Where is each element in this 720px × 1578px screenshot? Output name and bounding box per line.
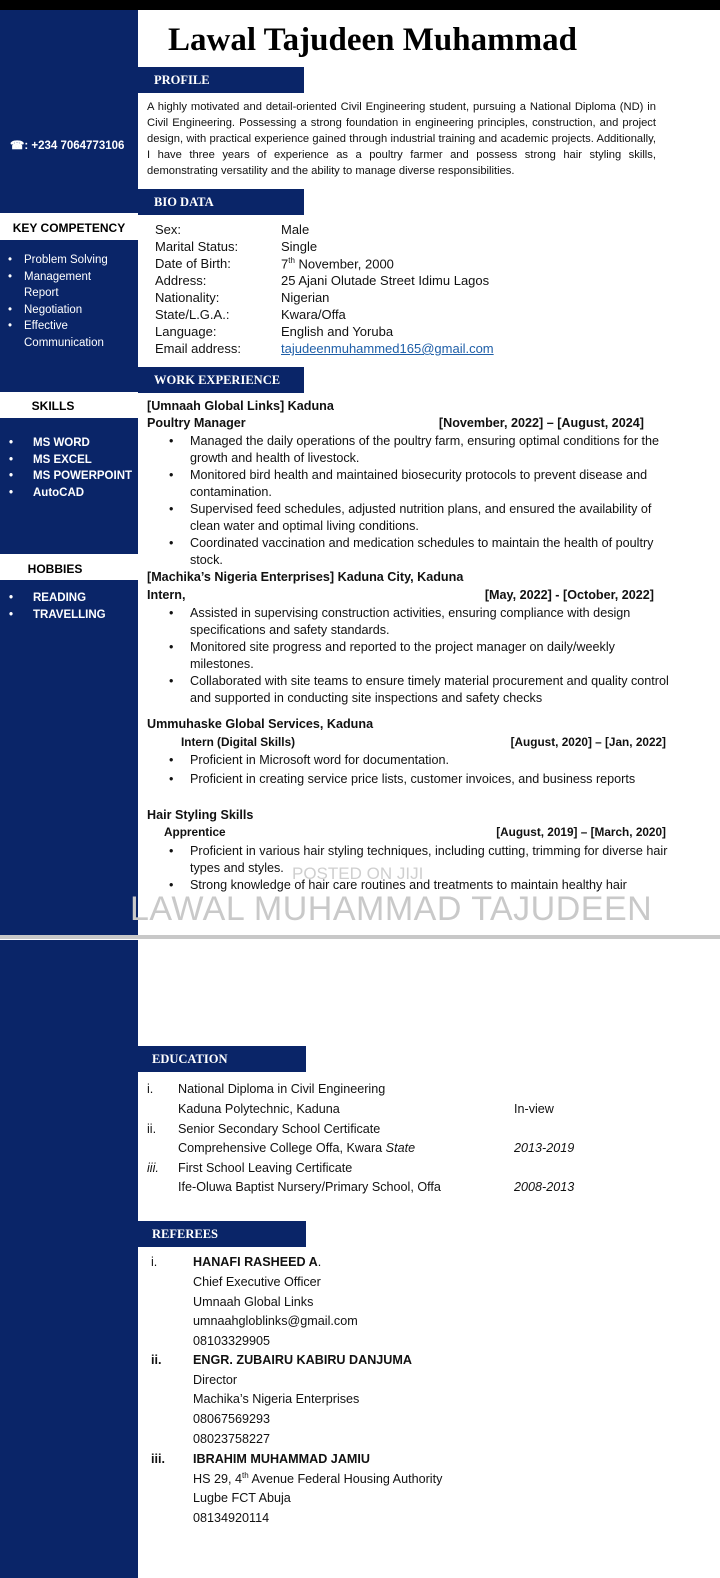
list-item: • Managed the daily operations of the poultry farm, ensuring optimal conditions for the growth and health of livestock. bbox=[147, 433, 672, 467]
job-company: Ummuhaske Global Services, Kaduna bbox=[147, 717, 374, 731]
edu-year: 2008-2013 bbox=[514, 1180, 575, 1194]
referee-number: ii. bbox=[151, 1353, 162, 1367]
edu-year: In-view bbox=[514, 1102, 554, 1116]
sidebar-block-contact bbox=[0, 10, 138, 213]
bio-label: Language: bbox=[155, 324, 217, 339]
job-duties bbox=[147, 433, 672, 569]
bio-label: Marital Status: bbox=[155, 239, 239, 254]
bio-value: Male bbox=[281, 222, 310, 237]
list-item: • Proficient in various hair styling techniques, including cutting, trimming for diverse hair types and styles. bbox=[147, 843, 672, 877]
job-dates: [August, 2020] – [Jan, 2022] bbox=[510, 735, 666, 749]
referee-detail: 08023758227 bbox=[193, 1432, 271, 1446]
list-item: • Proficient in Microsoft word for documentation. bbox=[147, 752, 672, 769]
referee-detail: 08103329905 bbox=[193, 1334, 271, 1348]
job-role: Apprentice bbox=[164, 825, 226, 839]
bio-label: Email address: bbox=[155, 341, 241, 356]
referee-name: HANAFI RASHEED A. bbox=[193, 1255, 322, 1269]
list-item: • Effective Communication bbox=[0, 318, 118, 351]
job-company: [Machika’s Nigeria Enterprises] Kaduna City, Kaduna bbox=[147, 570, 464, 584]
bio-value: English and Yoruba bbox=[281, 324, 394, 339]
email-link[interactable]: tajudeenmuhammed165@gmail.com bbox=[281, 341, 494, 356]
sidebar-block-hobbies bbox=[0, 580, 138, 936]
edu-title: Senior Secondary School Certificate bbox=[178, 1122, 381, 1136]
bio-value: Nigerian bbox=[281, 290, 330, 305]
bio-value: 7th November, 2000 bbox=[281, 256, 394, 272]
list-item: • TRAVELLING bbox=[0, 607, 138, 624]
list-item: • Monitored site progress and reported to the project manager on daily/weekly milestones. bbox=[147, 639, 672, 673]
bio-label: Address: bbox=[155, 273, 207, 288]
bio-value: Kwara/Offa bbox=[281, 307, 346, 322]
bio-data-heading: BIO DATA bbox=[138, 189, 304, 215]
sidebar-block-page2 bbox=[0, 940, 138, 1578]
job-dates: [May, 2022] - [October, 2022] bbox=[484, 588, 654, 602]
job-company: [Umnaah Global Links] Kaduna bbox=[147, 399, 334, 413]
skills-list bbox=[0, 435, 138, 501]
job-duties bbox=[147, 605, 672, 707]
hobbies-list bbox=[0, 590, 138, 623]
referee-detail: Umnaah Global Links bbox=[193, 1295, 314, 1309]
edu-title: First School Leaving Certificate bbox=[178, 1161, 353, 1175]
edu-number: ii. bbox=[147, 1122, 157, 1136]
list-item: • Monitored bird health and maintained biosecurity protocols to prevent disease and contamination. bbox=[147, 467, 672, 501]
list-item: • Problem Solving bbox=[0, 252, 118, 269]
key-competency-heading: KEY COMPETENCY bbox=[12, 221, 126, 235]
job-role: Poultry Manager bbox=[147, 416, 246, 430]
key-competency-list bbox=[0, 252, 118, 351]
edu-year: 2013-2019 bbox=[514, 1141, 575, 1155]
profile-summary: A highly motivated and detail-oriented Civil Engineering student, pursuing a National Diploma (ND) in Civil Engineering. Possessing a strong foundation in engineering principles, construction, and project design, with practical experience gained through industrial training and academic projects. Additionally, I have three years of experience as a poultry farmer and possess strong hair styling skills, demonstrating versatility and the ability to manage diverse responsibilities. bbox=[147, 101, 656, 177]
list-item: • Management Report bbox=[0, 269, 118, 302]
job-dates: [November, 2022] – [August, 2024] bbox=[438, 416, 644, 430]
list-item: • Negotiation bbox=[0, 302, 118, 319]
job-dates: [August, 2019] – [March, 2020] bbox=[496, 825, 666, 839]
referee-detail: 08067569293 bbox=[193, 1412, 271, 1426]
referee-detail: Machika’s Nigeria Enterprises bbox=[193, 1392, 360, 1406]
bio-value: 25 Ajani Olutade Street Idimu Lagos bbox=[281, 273, 490, 288]
skills-heading: SKILLS bbox=[31, 399, 75, 413]
referee-name: IBRAHIM MUHAMMAD JAMIU bbox=[193, 1452, 370, 1466]
education-heading: EDUCATION bbox=[138, 1046, 306, 1072]
top-border bbox=[0, 0, 720, 10]
list-item: • Assisted in supervising construction activities, ensuring compliance with design specifications and safety standards. bbox=[147, 605, 672, 639]
bio-label: Date of Birth: bbox=[155, 256, 231, 271]
phone-number: ☎: +234 7064773106 bbox=[10, 140, 125, 152]
referee-detail: Chief Executive Officer bbox=[193, 1275, 321, 1289]
name-watermark: LAWAL MUHAMMAD TAJUDEEN bbox=[130, 890, 653, 928]
job-duties bbox=[147, 752, 672, 788]
list-item: • Strong knowledge of hair care routines and treatments to maintain healthy hair bbox=[147, 877, 672, 894]
list-item: • Collaborated with site teams to ensure timely material procurement and quality control and supported in conducting site inspections and safety checks bbox=[147, 673, 672, 707]
list-item: • Coordinated vaccination and medication schedules to maintain the health of poultry stock. bbox=[147, 535, 672, 569]
list-item: • Supervised feed schedules, adjusted nutrition plans, and ensured the availability of clean water and optimal living conditions. bbox=[147, 501, 672, 535]
profile-heading: PROFILE bbox=[138, 67, 304, 93]
bio-label: Nationality: bbox=[155, 290, 220, 305]
edu-school: Kaduna Polytechnic, Kaduna bbox=[178, 1102, 340, 1116]
list-item: • MS POWERPOINT bbox=[0, 468, 138, 485]
resume-name: Lawal Tajudeen Muhammad bbox=[168, 22, 577, 58]
job-role: Intern, bbox=[147, 588, 186, 602]
job-role: Intern (Digital Skills) bbox=[181, 735, 296, 749]
job-company: Hair Styling Skills bbox=[147, 808, 254, 822]
referee-number: i. bbox=[151, 1255, 158, 1269]
referee-number: iii. bbox=[151, 1452, 165, 1466]
edu-number: i. bbox=[147, 1082, 154, 1096]
page-divider bbox=[0, 935, 720, 939]
list-item: • MS EXCEL bbox=[0, 452, 138, 469]
list-item: • MS WORD bbox=[0, 435, 138, 452]
edu-school: Ife-Oluwa Baptist Nursery/Primary School, Offa bbox=[178, 1180, 441, 1194]
bio-label: State/L.G.A.: bbox=[155, 307, 230, 322]
list-item: • Proficient in creating service price lists, customer invoices, and business reports bbox=[147, 771, 672, 788]
edu-school: Comprehensive College Offa, Kwara State bbox=[178, 1141, 416, 1155]
referee-detail: HS 29, 4th Avenue Federal Housing Authority bbox=[193, 1471, 443, 1487]
bio-value: Single bbox=[281, 239, 318, 254]
referee-detail: 08134920114 bbox=[193, 1511, 270, 1525]
referee-detail: Lugbe FCT Abuja bbox=[193, 1491, 291, 1505]
hobbies-heading: HOBBIES bbox=[27, 562, 83, 576]
posted-watermark: POSTED ON JIJI bbox=[292, 864, 424, 883]
referees-heading: REFEREES bbox=[138, 1221, 306, 1247]
list-item: • AutoCAD bbox=[0, 485, 138, 502]
list-item: • READING bbox=[0, 590, 138, 607]
referee-detail: Director bbox=[193, 1373, 238, 1387]
edu-title: National Diploma in Civil Engineering bbox=[178, 1082, 386, 1096]
bio-label: Sex: bbox=[155, 222, 182, 237]
referee-name: ENGR. ZUBAIRU KABIRU DANJUMA bbox=[193, 1353, 412, 1367]
edu-number: iii. bbox=[147, 1161, 159, 1175]
work-experience-heading: WORK EXPERIENCE bbox=[138, 367, 304, 393]
referee-detail: umnaahgloblinks@gmail.com bbox=[193, 1314, 358, 1328]
